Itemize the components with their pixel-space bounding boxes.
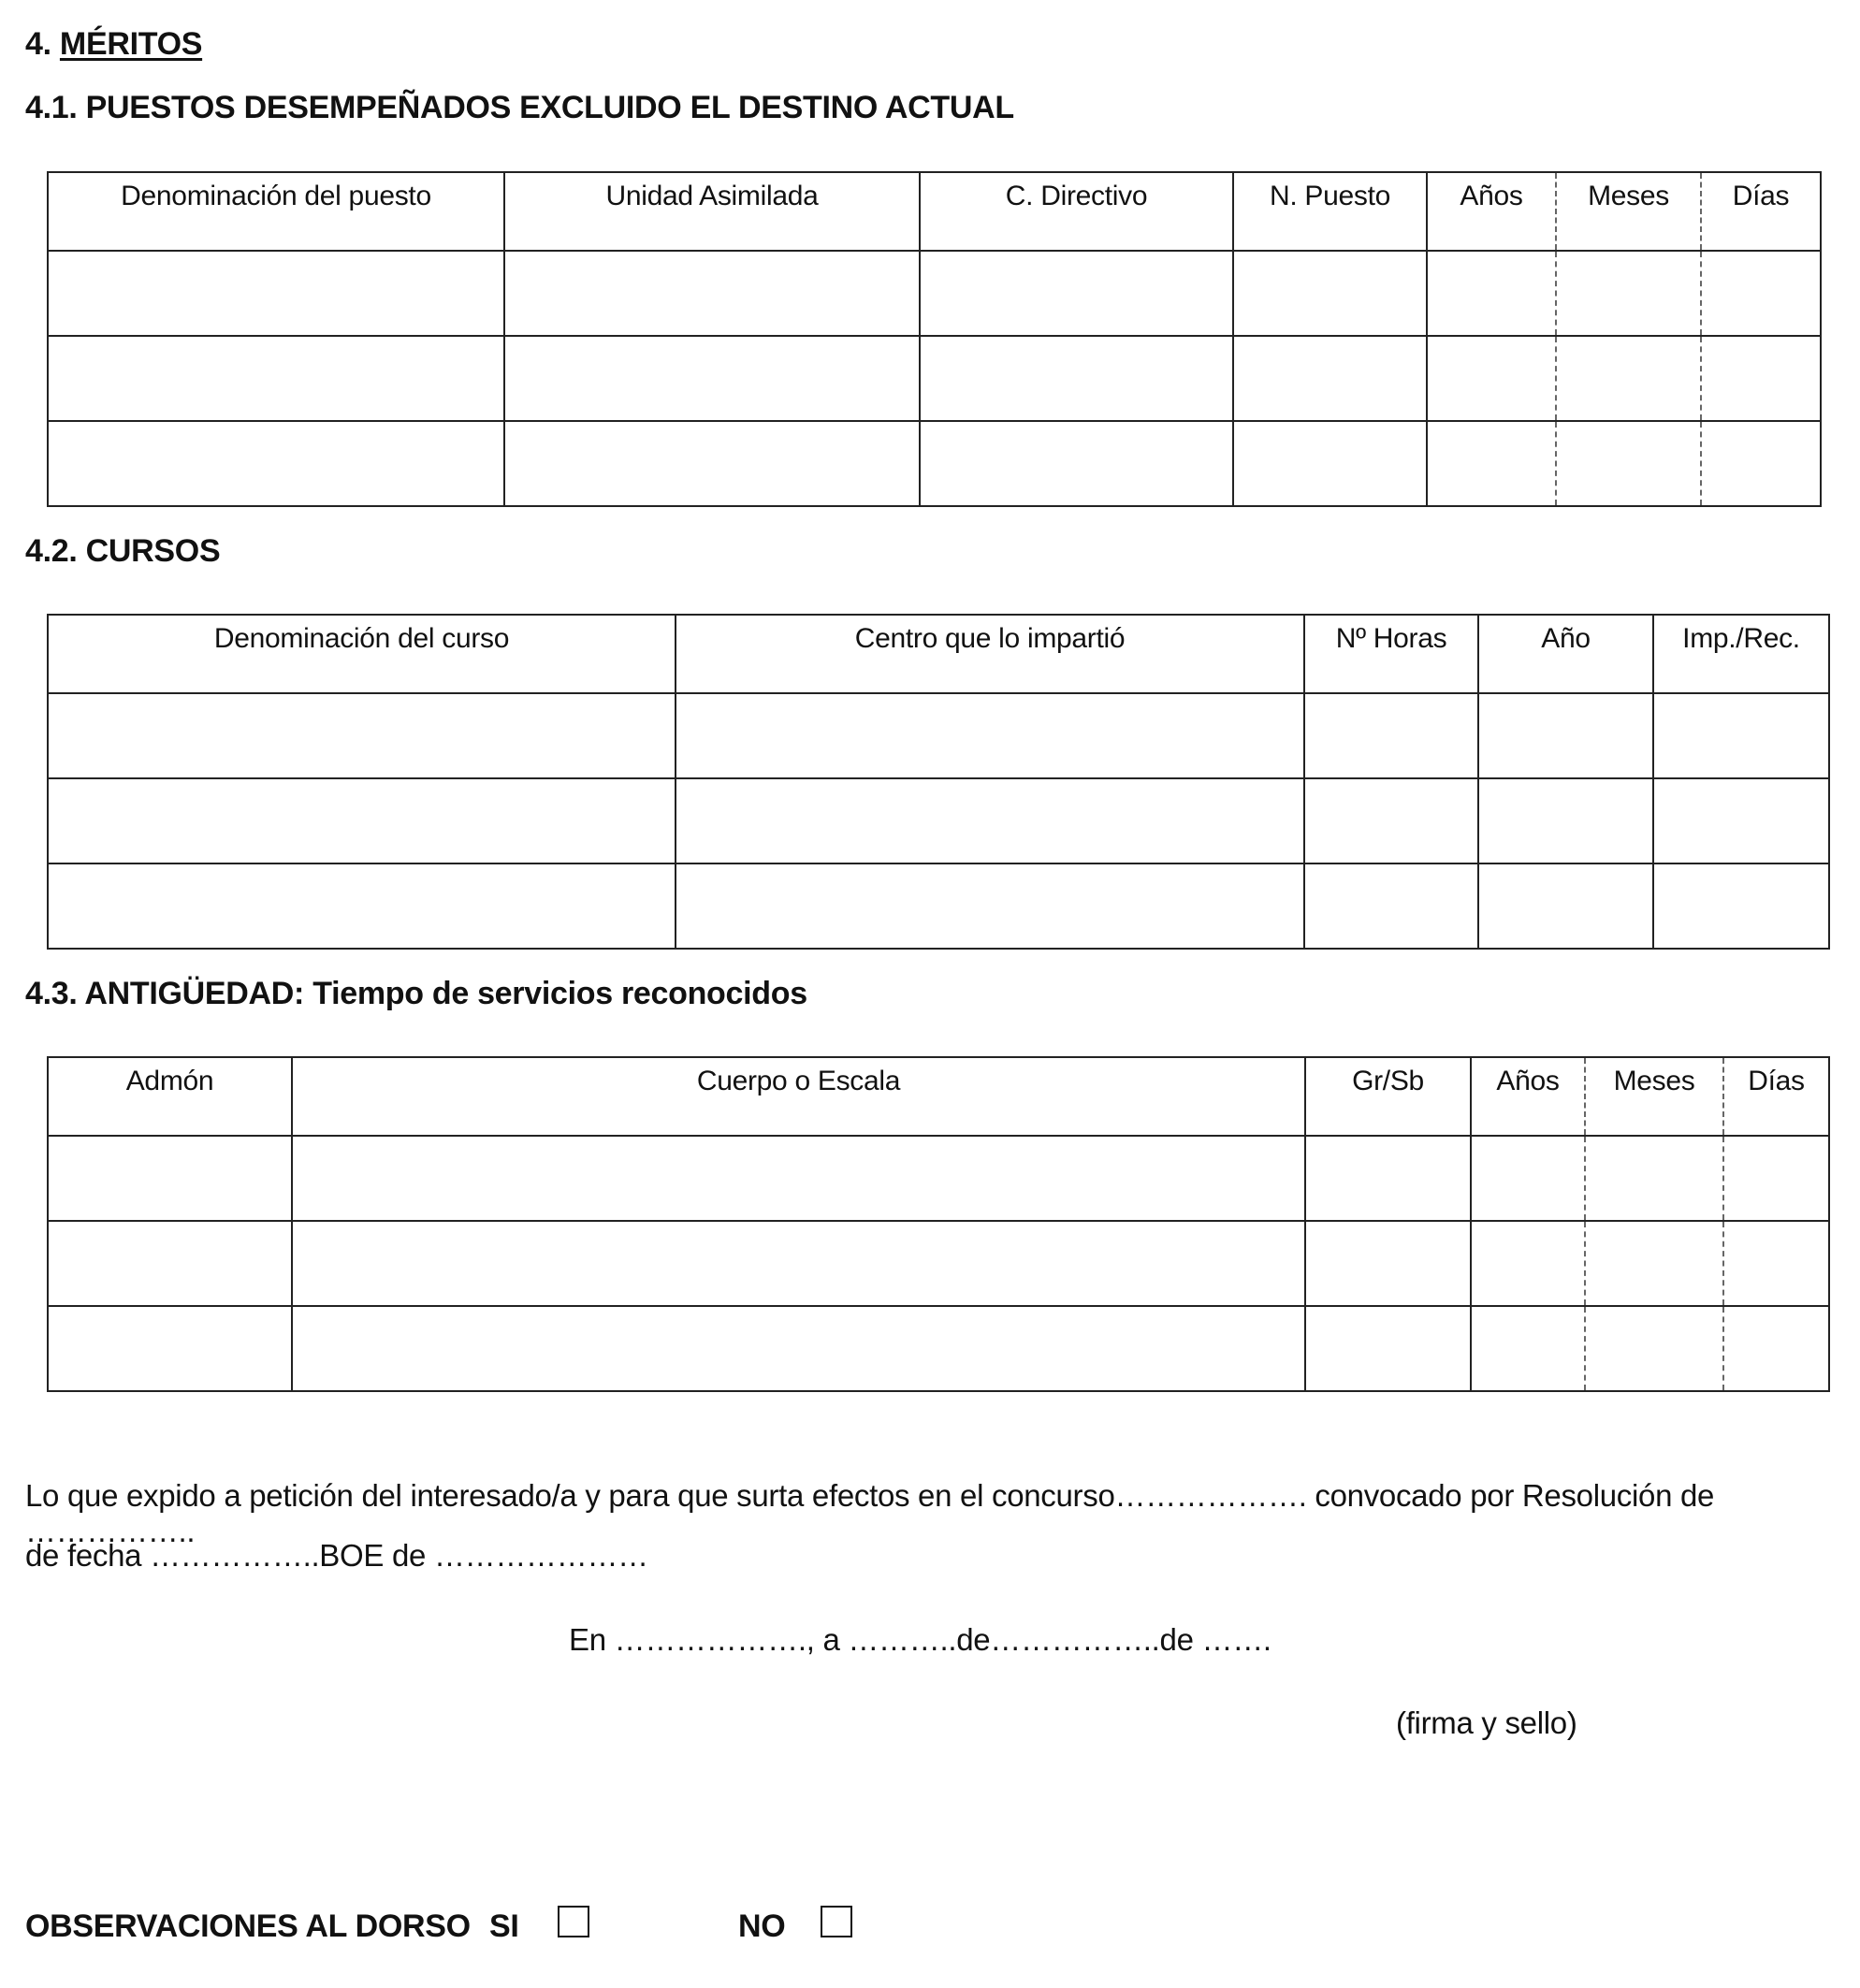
puestos-cell[interactable] [1233, 421, 1427, 506]
puestos-cell[interactable] [48, 251, 504, 336]
antiguedad-cell[interactable] [48, 1136, 292, 1221]
antiguedad-cell[interactable] [1471, 1306, 1585, 1391]
cursos-cell[interactable] [1304, 693, 1478, 778]
cursos-cell[interactable] [1478, 693, 1653, 778]
antiguedad-cell[interactable] [1305, 1221, 1471, 1306]
table-row [48, 863, 1829, 949]
table-row [48, 1306, 1829, 1391]
cursos-cell[interactable] [676, 863, 1304, 949]
puestos-cell[interactable] [920, 251, 1233, 336]
antiguedad-cell[interactable] [1723, 1221, 1829, 1306]
cursos-cell[interactable] [676, 693, 1304, 778]
antiguedad-col-header: Días [1723, 1057, 1829, 1136]
antiguedad-body [48, 1136, 1829, 1391]
puestos-cell[interactable] [920, 421, 1233, 506]
puestos-cell[interactable] [504, 336, 920, 421]
puestos-col-header: C. Directivo [920, 172, 1233, 251]
antiguedad-cell[interactable] [1471, 1221, 1585, 1306]
antiguedad-table [47, 1056, 1830, 1392]
puestos-col-header: Denominación del puesto [48, 172, 504, 251]
table-row [48, 778, 1829, 863]
cursos-cell[interactable] [676, 778, 1304, 863]
antiguedad-cell[interactable] [292, 1306, 1305, 1391]
cursos-cell[interactable] [1478, 778, 1653, 863]
puestos-header-row [48, 172, 1821, 251]
puestos-cell[interactable] [920, 336, 1233, 421]
antiguedad-cell[interactable] [1585, 1306, 1723, 1391]
cursos-cell[interactable] [48, 693, 676, 778]
antiguedad-col-header: Gr/Sb [1305, 1057, 1471, 1136]
cursos-heading: 4.2. CURSOS [25, 533, 221, 569]
cursos-table [47, 614, 1830, 950]
antiguedad-col-header: Cuerpo o Escala [292, 1057, 1305, 1136]
antiguedad-col-header: Meses [1585, 1057, 1723, 1136]
puestos-cell[interactable] [48, 421, 504, 506]
table-row [48, 693, 1829, 778]
antiguedad-cell[interactable] [292, 1221, 1305, 1306]
antiguedad-cell[interactable] [1305, 1136, 1471, 1221]
puestos-col-header: Meses [1556, 172, 1701, 251]
antiguedad-cell[interactable] [1471, 1136, 1585, 1221]
antiguedad-cell[interactable] [292, 1136, 1305, 1221]
puestos-col-header: N. Puesto [1233, 172, 1427, 251]
cursos-col-header: Año [1478, 615, 1653, 693]
puestos-cell[interactable] [1427, 336, 1556, 421]
cursos-header-row [48, 615, 1829, 693]
cursos-col-header: Imp./Rec. [1653, 615, 1829, 693]
puestos-cell[interactable] [1556, 336, 1701, 421]
section-number: 4. [25, 26, 51, 62]
statement-line-1: Lo que expido a petición del interesado/a y para que surta efectos en el concurso………………. convocado por Resolución de …………….. [25, 1478, 1715, 1548]
table-row [48, 336, 1821, 421]
si-label: SI [489, 1908, 519, 1944]
puestos-body [48, 251, 1821, 506]
puestos-cell[interactable] [1233, 251, 1427, 336]
cursos-body [48, 693, 1829, 949]
antiguedad-col-header: Admón [48, 1057, 292, 1136]
antiguedad-cell[interactable] [48, 1221, 292, 1306]
antiguedad-cell[interactable] [48, 1306, 292, 1391]
observaciones-label: OBSERVACIONES AL DORSO [25, 1908, 471, 1944]
puestos-cell[interactable] [1701, 336, 1821, 421]
statement-line-2: de fecha ……………..BOE de ………………… [25, 1538, 648, 1573]
section-title-text: MÉRITOS [59, 26, 203, 62]
cursos-col-header: Centro que lo impartió [676, 615, 1304, 693]
no-checkbox[interactable] [821, 1906, 852, 1937]
puestos-cell[interactable] [1233, 336, 1427, 421]
puestos-cell[interactable] [1556, 251, 1701, 336]
antiguedad-heading: 4.3. ANTIGÜEDAD: Tiempo de servicios reconocidos [25, 976, 807, 1011]
cursos-cell[interactable] [1478, 863, 1653, 949]
cursos-cell[interactable] [48, 778, 676, 863]
table-row [48, 1221, 1829, 1306]
antiguedad-col-header: Años [1471, 1057, 1585, 1136]
signature-label: (firma y sello) [1396, 1705, 1577, 1740]
table-row [48, 421, 1821, 506]
antiguedad-cell[interactable] [1585, 1136, 1723, 1221]
puestos-cell[interactable] [1427, 251, 1556, 336]
puestos-col-header: Unidad Asimilada [504, 172, 920, 251]
puestos-heading: 4.1. PUESTOS DESEMPEÑADOS EXCLUIDO EL DESTINO ACTUAL [25, 90, 1014, 125]
antiguedad-cell[interactable] [1723, 1136, 1829, 1221]
no-label: NO [738, 1908, 786, 1944]
antiguedad-header-row [48, 1057, 1829, 1136]
puestos-cell[interactable] [1556, 421, 1701, 506]
puestos-cell[interactable] [1701, 421, 1821, 506]
cursos-cell[interactable] [48, 863, 676, 949]
puestos-cell[interactable] [504, 421, 920, 506]
puestos-cell[interactable] [504, 251, 920, 336]
puestos-cell[interactable] [1427, 421, 1556, 506]
puestos-col-header: Años [1427, 172, 1556, 251]
place-date-line: En ………………., a ………..de……………..de ……. [569, 1622, 1271, 1657]
cursos-cell[interactable] [1653, 693, 1829, 778]
puestos-cell[interactable] [48, 336, 504, 421]
cursos-cell[interactable] [1653, 778, 1829, 863]
antiguedad-cell[interactable] [1305, 1306, 1471, 1391]
si-checkbox[interactable] [558, 1906, 589, 1937]
antiguedad-cell[interactable] [1585, 1221, 1723, 1306]
table-row [48, 251, 1821, 336]
table-row [48, 1136, 1829, 1221]
antiguedad-cell[interactable] [1723, 1306, 1829, 1391]
cursos-cell[interactable] [1304, 863, 1478, 949]
puestos-cell[interactable] [1701, 251, 1821, 336]
cursos-col-header: Nº Horas [1304, 615, 1478, 693]
cursos-col-header: Denominación del curso [48, 615, 676, 693]
cursos-cell[interactable] [1304, 778, 1478, 863]
puestos-table [47, 171, 1822, 507]
cursos-cell[interactable] [1653, 863, 1829, 949]
section-title [25, 26, 202, 63]
puestos-col-header: Días [1701, 172, 1821, 251]
